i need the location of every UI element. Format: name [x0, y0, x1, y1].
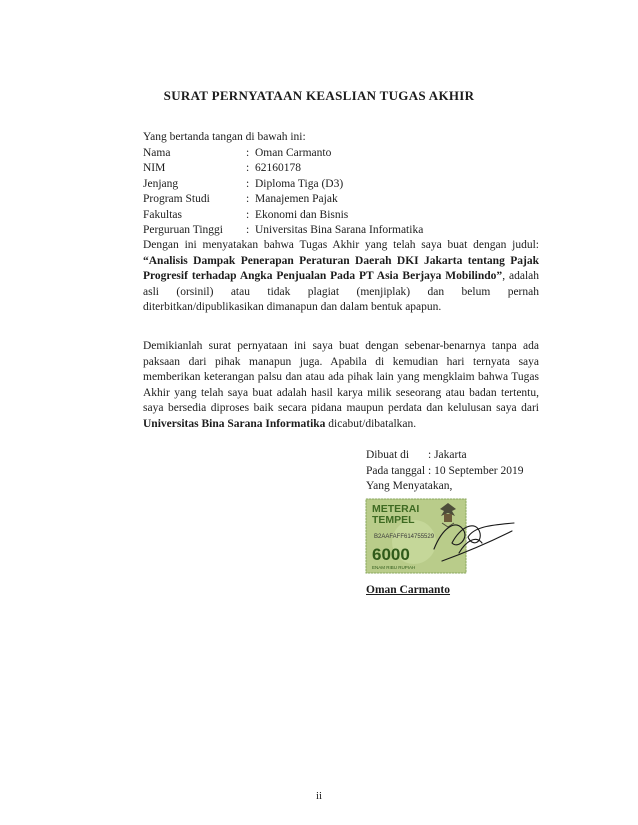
signer-name: Oman Carmanto: [366, 584, 451, 596]
stamp-label-line1: METERAI: [372, 503, 420, 515]
identity-separator: :: [246, 224, 250, 237]
identity-table: [143, 146, 423, 238]
identity-separator: :: [246, 193, 250, 206]
identity-label: Fakultas: [143, 208, 182, 221]
identity-separator: :: [246, 208, 250, 221]
university-name: Universitas Bina Sarana Informatika: [143, 417, 326, 430]
identity-value: Universitas Bina Sarana Informatika: [255, 224, 424, 237]
identity-separator: :: [246, 177, 250, 190]
stamp-label-line2: TEMPEL: [372, 514, 415, 526]
identity-separator: :: [246, 147, 250, 159]
identity-row-jenjang: [143, 177, 423, 192]
identity-label: Program Studi: [143, 193, 210, 206]
identity-value: Diploma Tiga (D3): [255, 177, 344, 190]
date-label: Pada tanggal: [366, 464, 426, 477]
identity-value: Manajemen Pajak: [255, 193, 338, 206]
identity-row-nim: [143, 161, 423, 176]
identity-row-program-studi: [143, 192, 423, 207]
closing-text-end: dicabut/dibatalkan.: [325, 417, 417, 430]
identity-label: Perguruan Tinggi: [143, 224, 223, 237]
declarant-text: Yang Menyatakan,: [366, 480, 453, 493]
identity-label: NIM: [143, 162, 166, 175]
identity-value: Oman Carmanto: [255, 147, 332, 159]
place-label: Dibuat di: [366, 449, 410, 461]
statement-text: Dengan ini menyatakan bahwa Tugas Akhir yang telah saya buat dengan judul:: [143, 239, 539, 251]
identity-value: Ekonomi dan Bisnis: [255, 208, 349, 221]
signature-block: [366, 448, 524, 495]
place-value: : Jakarta: [428, 449, 467, 461]
closing-text: Demikianlah surat pernyataan ini saya buat dengan sebenar-benarnya tanpa ada paksaan dari pihak manapun juga. Apabila di kemudian hari ternyata saya memberikan keterangan palsu dan atau ada pihak lain yang mengklaim bahwa Tugas Akhir yang telah saya buat adalah hasil karya milik seseorang atau badan tertentu, saya bersedia diproses baik secara pidana maupun perdata dan kelulusan saya dari: [143, 340, 539, 415]
intro-text: Yang bertanda tangan di bawah ini:: [143, 131, 306, 143]
identity-label: Nama: [143, 147, 171, 159]
identity-label: Jenjang: [143, 177, 179, 190]
identity-value: 62160178: [255, 162, 301, 175]
statement-text-end: , adalah asli (orsinil) atau tidak plagiat (menjiplak) dan belum pernah diterbitkan/dipublikasikan dimanapun dan dalam bentuk apapun.: [143, 270, 539, 314]
identity-separator: :: [246, 162, 250, 175]
signature-date-row: [366, 464, 524, 480]
signature-place-row: [366, 448, 524, 464]
statement-paragraph: [143, 238, 539, 316]
identity-row-fakultas: [143, 208, 423, 223]
closing-paragraph: [143, 339, 539, 433]
revenue-stamp: [364, 497, 519, 577]
stamp-serial: B2AAFAFF614755529: [374, 534, 435, 540]
thesis-title: “Analisis Dampak Penerapan Peraturan Daerah DKI Jakarta tentang Pajak Progresif terhadap Angka Penjualan Pada PT Asia Berjaya Mobilindo”: [143, 254, 539, 283]
identity-row-nama: [143, 146, 423, 161]
date-value: : 10 September 2019: [428, 464, 524, 477]
document-title: SURAT PERNYATAAN KEASLIAN TUGAS AKHIR: [163, 88, 475, 103]
stamp-amount: 6000: [372, 545, 410, 564]
identity-row-perguruan-tinggi: [143, 223, 423, 238]
stamp-amount-words: ENAM RIBU RUPIAH: [372, 565, 416, 570]
page-number: ii: [315, 790, 323, 802]
